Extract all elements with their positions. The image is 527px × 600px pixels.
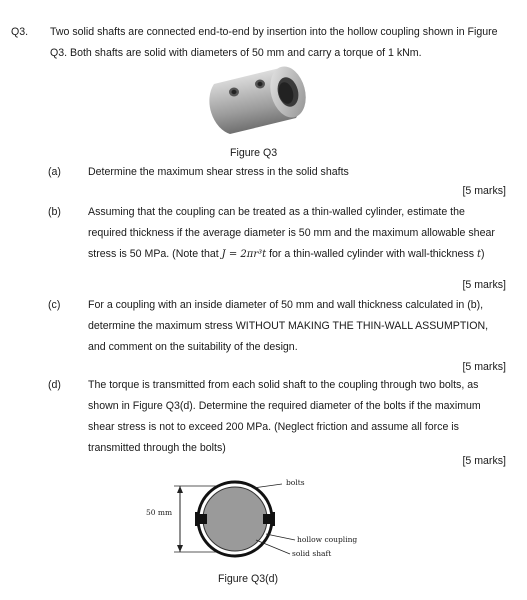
- dimension-label: 50 mm: [146, 508, 173, 517]
- coupling-photo: [200, 62, 312, 140]
- figure-d-caption: Figure Q3(d): [218, 573, 279, 585]
- part-d-label: (d): [48, 379, 61, 391]
- part-c-marks: [5 marks]: [462, 361, 506, 373]
- part-b-var-t: t: [476, 249, 481, 260]
- part-d-marks: [5 marks]: [462, 455, 506, 467]
- part-b-text: [88, 202, 503, 265]
- question-stem: Two solid shafts are connected end-to-end by insertion into the hollow coupling shown in Figure Q3. Both shafts are solid with diameters of 50 mm and carry a torque of 1 kNm.: [50, 26, 498, 59]
- question-number: Q3.: [11, 26, 29, 38]
- figure-d-diagram: [140, 470, 380, 570]
- solid-shaft-label: solid shaft: [292, 549, 332, 558]
- part-d-text: The torque is transmitted from each solid shaft to the coupling through two bolts, as shown in Figure Q3(d). Determine the required diameter of the bolts if the maximum shear stress is not to exceed 200 MPa. (Neglect friction and assume all force is transmitted through the bolts): [88, 379, 481, 454]
- part-a-text: Determine the maximum shear stress in the solid shafts: [88, 166, 349, 178]
- part-b-marks: [5 marks]: [462, 279, 506, 291]
- part-b-close: ): [480, 248, 485, 260]
- bolts-label: bolts: [286, 478, 305, 487]
- part-c-label: (c): [48, 299, 61, 311]
- part-b-text-after: for a thin-walled cylinder with wall-thickness: [266, 248, 477, 260]
- part-b-text-before: Assuming that the coupling can be treated as a thin-walled cylinder, estimate the required thickness if the average diameter is 50 mm and the maximum allowable shear stress is 50 MPa. (Note that: [88, 206, 495, 260]
- part-b-label: (b): [48, 206, 61, 218]
- bolts-leader: [253, 484, 282, 488]
- hollow-coupling-label: hollow coupling: [297, 535, 358, 544]
- solid-shaft-disc: [203, 487, 267, 551]
- part-b-formula: J = 2πr³t: [221, 249, 267, 260]
- coupling-leader: [266, 534, 295, 540]
- part-c-text: For a coupling with an inside diameter of 50 mm and wall thickness calculated in (b), determine the maximum stress WITHOUT MAKING THE THIN-WALL ASSUMPTION, and comment on the suitability of the design.: [88, 299, 489, 353]
- coupling-body: [209, 62, 311, 134]
- part-a-marks: [5 marks]: [462, 185, 506, 197]
- figure-caption: Figure Q3: [230, 147, 278, 159]
- part-a-label: (a): [48, 166, 61, 178]
